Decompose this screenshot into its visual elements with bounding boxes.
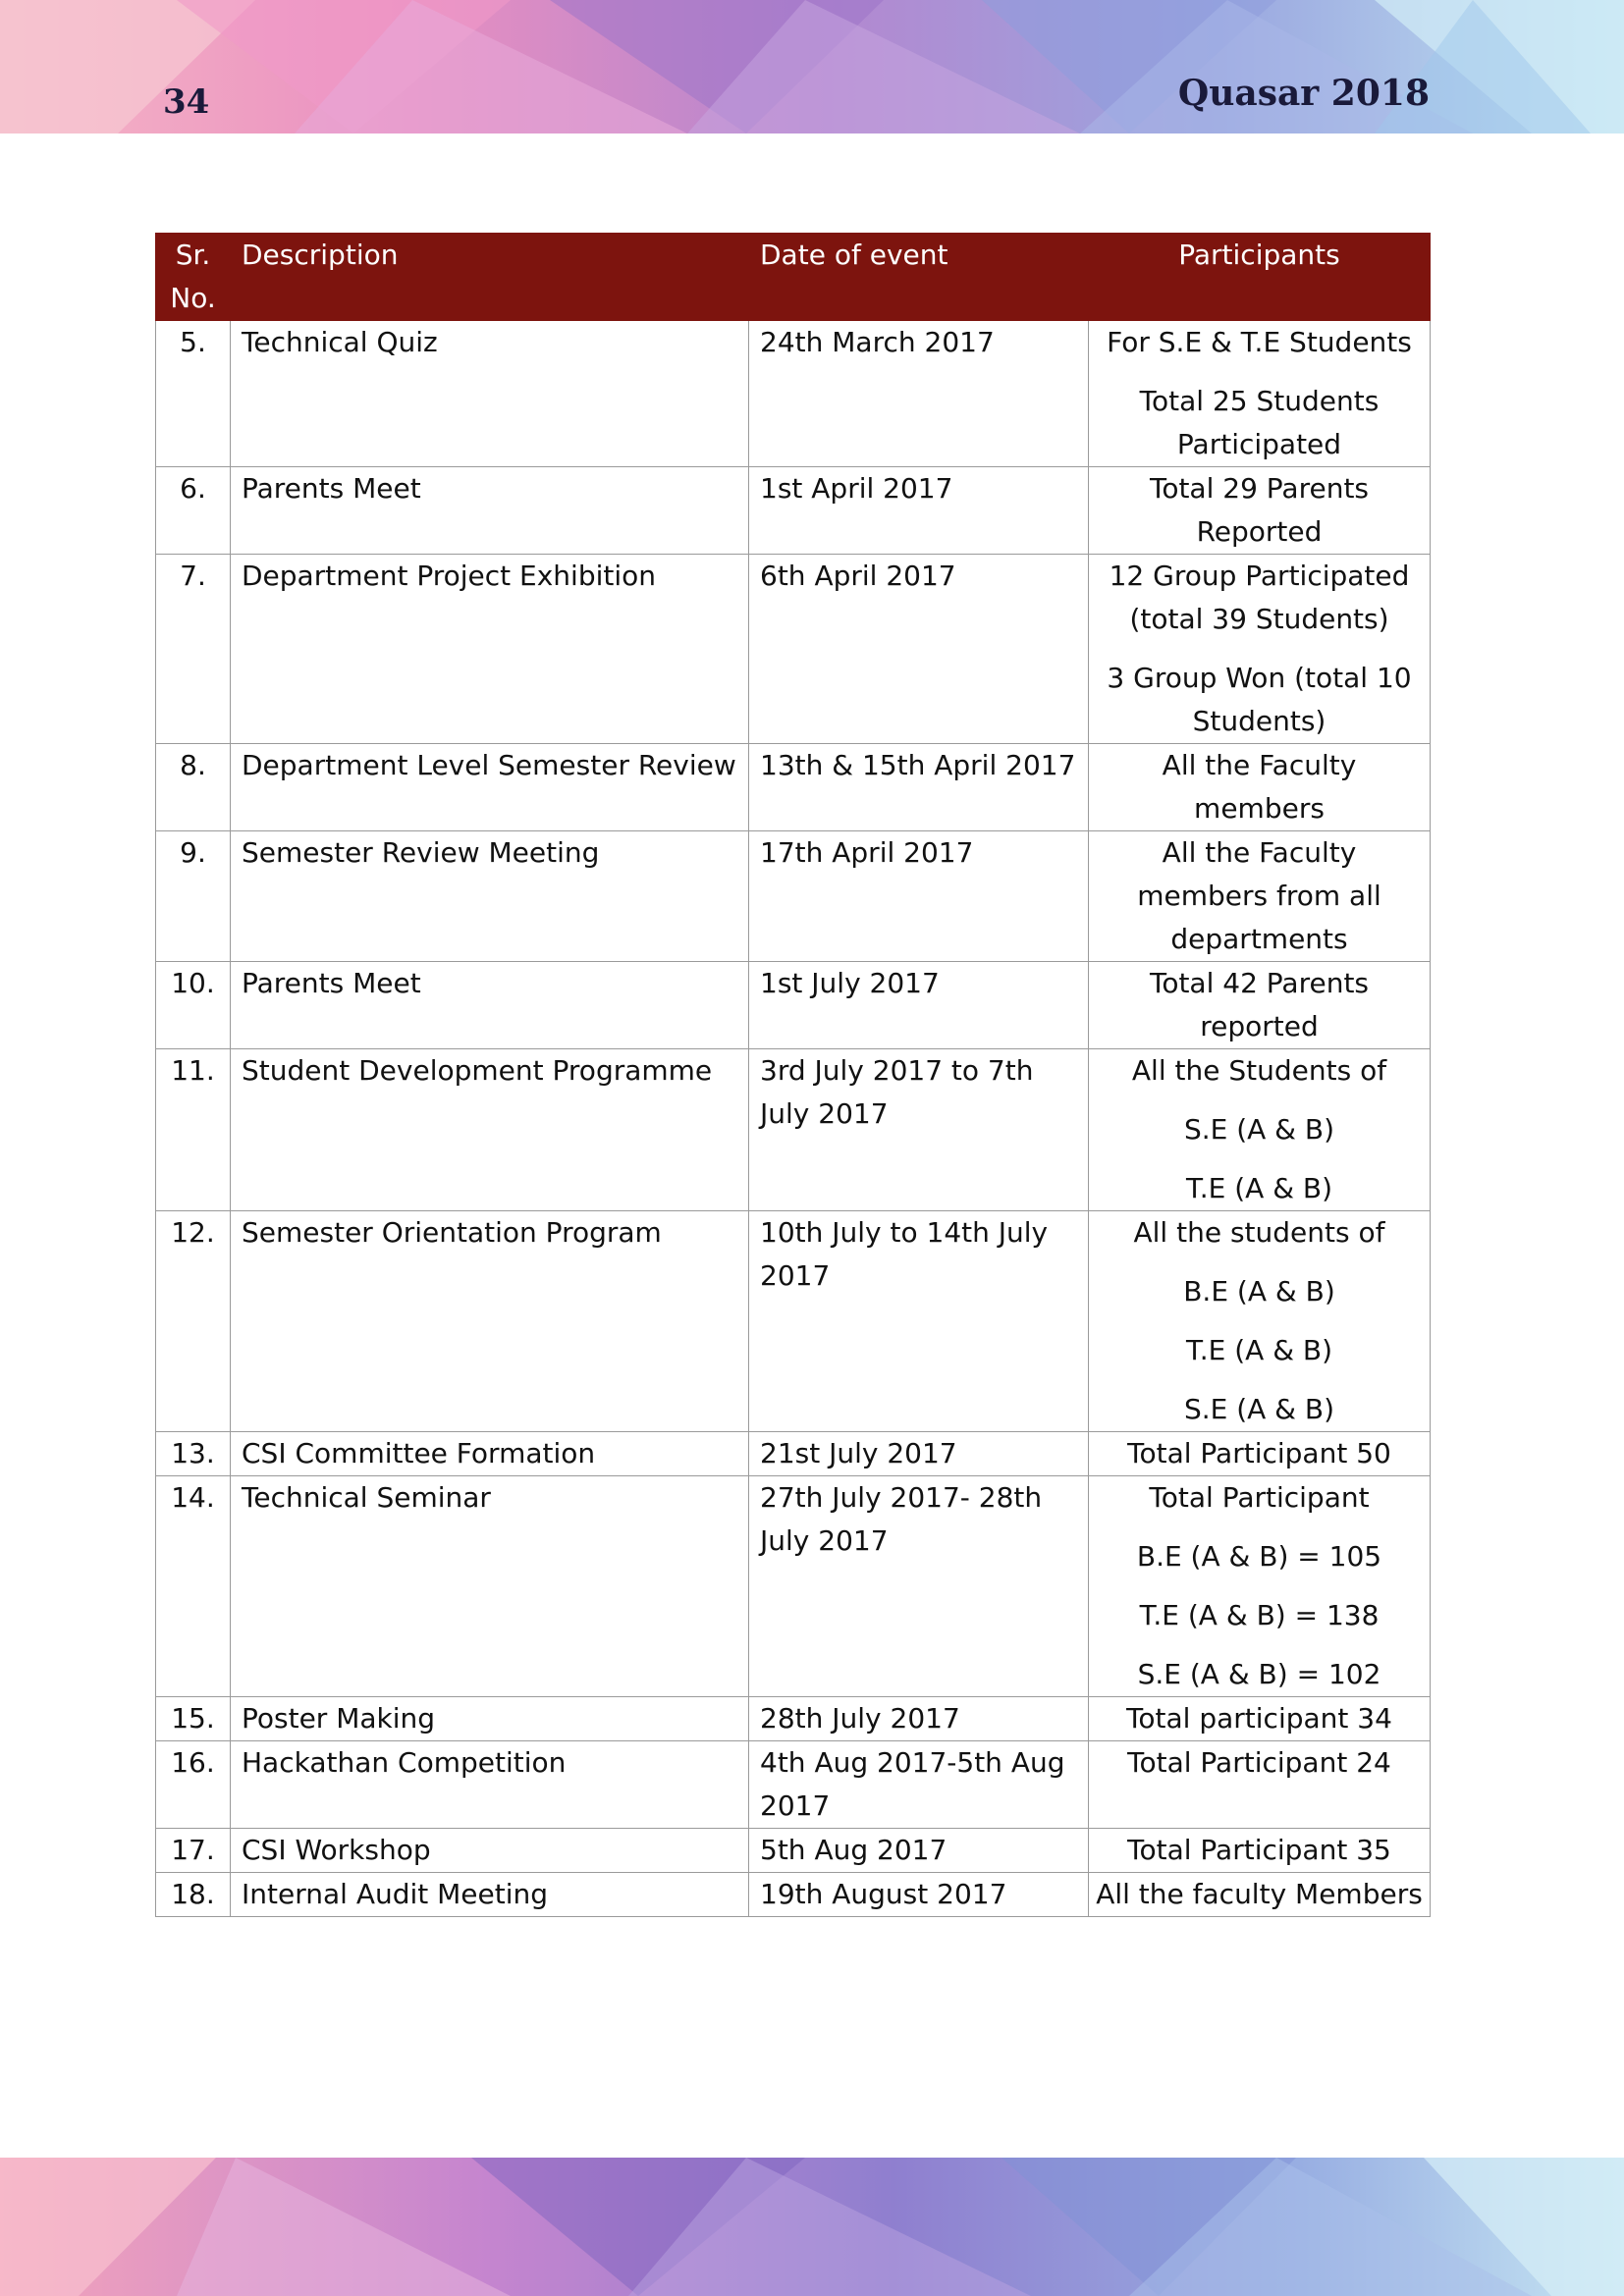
cell-participants [1089,321,1431,467]
cell-participants [1089,1432,1431,1476]
cell-date: 1st July 2017 [749,962,1089,1049]
cell-date: 5th Aug 2017 [749,1829,1089,1873]
table-row [156,962,1431,1049]
cell-participants [1089,1873,1431,1917]
cell-description: Parents Meet [231,467,749,555]
participants-line: S.E (A & B) = 102 [1137,1658,1381,1690]
cell-date: 21st July 2017 [749,1432,1089,1476]
running-title: Quasar 2018 [1177,73,1430,114]
cell-date: 13th & 15th April 2017 [749,744,1089,831]
table-row [156,555,1431,744]
footer-banner [0,2158,1624,2296]
cell-date: 1st April 2017 [749,467,1089,555]
cell-description: Technical Seminar [231,1476,749,1697]
table-row [156,1211,1431,1432]
column-header-participants: Participants [1089,234,1431,321]
cell-description: Hackathan Competition [231,1741,749,1829]
cell-description: Poster Making [231,1697,749,1741]
participants-line: Total Participant 24 [1127,1746,1391,1779]
table-row [156,1049,1431,1211]
cell-sr-no: 18. [156,1873,231,1917]
cell-participants [1089,962,1431,1049]
table-body [156,321,1431,1917]
cell-participants [1089,1049,1431,1211]
participants-line: Total 29 Parents Reported [1149,472,1370,548]
cell-date: 4th Aug 2017-5th Aug 2017 [749,1741,1089,1829]
cell-sr-no: 10. [156,962,231,1049]
cell-sr-no: 12. [156,1211,231,1432]
cell-description: Semester Review Meeting [231,831,749,962]
page-number: 34 [163,82,210,122]
cell-participants [1089,1741,1431,1829]
participants-line: S.E (A & B) [1183,1113,1335,1146]
cell-sr-no: 6. [156,467,231,555]
participants-line: Total 42 Parents reported [1149,967,1370,1042]
cell-sr-no: 5. [156,321,231,467]
participants-line: All the Students of [1131,1054,1387,1087]
participants-line: T.E (A & B) [1185,1172,1333,1204]
cell-date: 10th July to 14th July 2017 [749,1211,1089,1432]
table-row [156,321,1431,467]
cell-description: Student Development Programme [231,1049,749,1211]
cell-description: Semester Orientation Program [231,1211,749,1432]
cell-description: Technical Quiz [231,321,749,467]
table-row [156,1432,1431,1476]
cell-description: CSI Workshop [231,1829,749,1873]
cell-sr-no: 15. [156,1697,231,1741]
participants-line: All the students of [1133,1216,1385,1249]
participants-line: For S.E & T.E Students [1107,326,1412,358]
table-row [156,1741,1431,1829]
column-header-date: Date of event [749,234,1089,321]
participants-line: B.E (A & B) = 105 [1136,1540,1382,1573]
cell-date: 17th April 2017 [749,831,1089,962]
participants-line: All the Faculty members [1162,749,1357,825]
cell-date: 27th July 2017- 28th July 2017 [749,1476,1089,1697]
events-table-container [155,233,1430,1917]
cell-sr-no: 16. [156,1741,231,1829]
cell-date: 24th March 2017 [749,321,1089,467]
cell-participants [1089,1211,1431,1432]
cell-participants [1089,555,1431,744]
cell-description: Department Level Semester Review [231,744,749,831]
participants-line: T.E (A & B) = 138 [1139,1599,1380,1631]
cell-sr-no: 17. [156,1829,231,1873]
cell-sr-no: 9. [156,831,231,962]
participants-line: B.E (A & B) [1183,1275,1335,1308]
participants-line: All the faculty Members [1096,1878,1423,1910]
cell-sr-no: 7. [156,555,231,744]
cell-sr-no: 14. [156,1476,231,1697]
participants-line: Total Participant 35 [1127,1834,1391,1866]
column-header-description: Description [231,234,749,321]
cell-date: 19th August 2017 [749,1873,1089,1917]
cell-description: Parents Meet [231,962,749,1049]
participants-line: 12 Group Participated (total 39 Students) [1109,560,1410,635]
table-row [156,1476,1431,1697]
participants-line: T.E (A & B) [1185,1334,1333,1366]
participants-line: S.E (A & B) [1183,1393,1335,1425]
cell-participants [1089,1697,1431,1741]
participants-line: All the Faculty members from all departments [1137,836,1381,955]
table-row [156,1873,1431,1917]
cell-description: CSI Committee Formation [231,1432,749,1476]
footer-banner-graphic [0,2158,1624,2296]
cell-participants [1089,744,1431,831]
cell-date: 3rd July 2017 to 7th July 2017 [749,1049,1089,1211]
cell-sr-no: 11. [156,1049,231,1211]
participants-line: Total Participant 50 [1127,1437,1391,1469]
participants-line: Total 25 Students Participated [1139,385,1380,460]
cell-participants [1089,831,1431,962]
table-row [156,1829,1431,1873]
cell-sr-no: 8. [156,744,231,831]
table-row [156,831,1431,962]
cell-participants [1089,1476,1431,1697]
cell-sr-no: 13. [156,1432,231,1476]
events-table [155,233,1431,1917]
cell-date: 28th July 2017 [749,1697,1089,1741]
cell-participants [1089,467,1431,555]
column-header-sr-no: Sr. No. [156,234,231,321]
table-row [156,744,1431,831]
table-row [156,467,1431,555]
cell-description: Internal Audit Meeting [231,1873,749,1917]
participants-line: 3 Group Won (total 10 Students) [1107,662,1412,737]
cell-participants [1089,1829,1431,1873]
participants-line: Total Participant [1149,1481,1370,1514]
table-header-row [156,234,1431,321]
cell-description: Department Project Exhibition [231,555,749,744]
cell-date: 6th April 2017 [749,555,1089,744]
participants-line: Total participant 34 [1126,1702,1392,1735]
table-row [156,1697,1431,1741]
